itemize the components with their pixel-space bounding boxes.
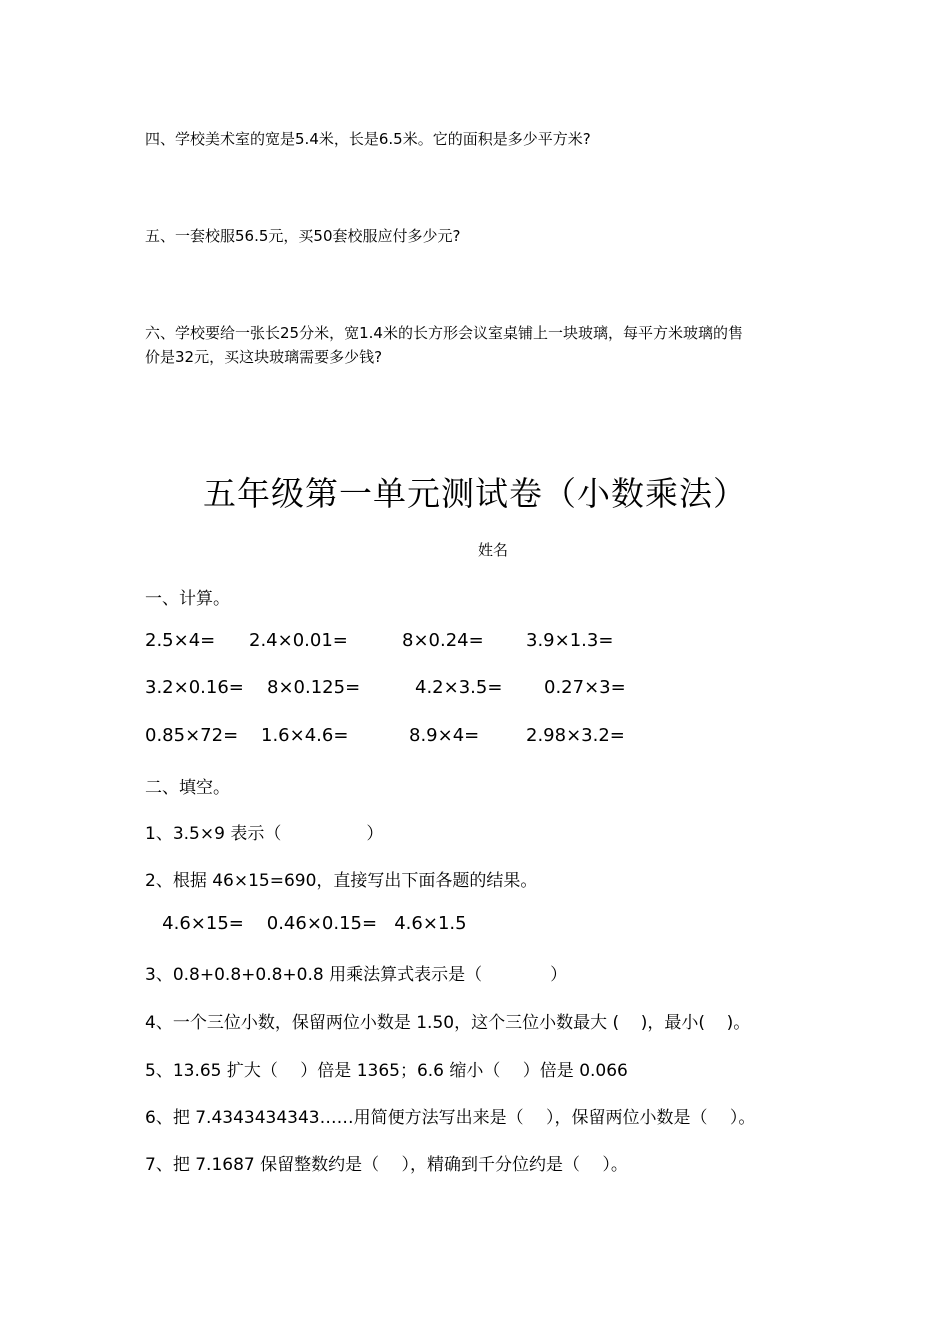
calc-item: 2.4×0.01= (249, 630, 348, 651)
fill-item-2-subs: 4.6×15= 0.46×0.15= 4.6×1.5 (145, 913, 467, 934)
section-1-heading: 一、计算。 (145, 589, 230, 609)
fill-item-4: 4、一个三位小数，保留两位小数是 1.50，这个三位小数最大 ( )，最小( )。 (145, 1013, 751, 1033)
calc-item: 2.5×4= (145, 630, 216, 651)
fill-item-5: 5、13.65 扩大（ ）倍是 1365；6.6 缩小（ ）倍是 0.066 (145, 1061, 628, 1081)
calc-item: 3.2×0.16= (145, 677, 244, 698)
fill-item-2: 2、根据 46×15=690，直接写出下面各题的结果。 (145, 871, 538, 891)
fill-item-7: 7、把 7.1687 保留整数约是（ ），精确到千分位约是（ ）。 (145, 1155, 628, 1175)
calc-item: 3.9×1.3= (526, 630, 614, 651)
problem-6-line1: 六、学校要给一张长25分米，宽1.4米的长方形会议室桌铺上一块玻璃，每平方米玻璃的售 (145, 324, 743, 342)
calc-item: 4.2×3.5= (415, 677, 503, 698)
calc-item: 2.98×3.2= (526, 725, 625, 746)
section-2-heading: 二、填空。 (145, 778, 230, 798)
test-title: 五年级第一单元测试卷（小数乘法） (203, 474, 747, 513)
fill-item-3: 3、0.8+0.8+0.8+0.8 用乘法算式表示是（ ） (145, 965, 568, 985)
name-label: 姓名 (477, 541, 508, 559)
calc-item: 8×0.125= (267, 677, 361, 698)
problem-5: 五、一套校服56.5元，买50套校服应付多少元? (145, 227, 461, 245)
calc-item: 1.6×4.6= (261, 725, 349, 746)
calc-item: 8.9×4= (409, 725, 480, 746)
calc-item: 0.85×72= (145, 725, 239, 746)
fill-item-1: 1、3.5×9 表示（ ） (145, 824, 384, 844)
problem-4: 四、学校美术室的宽是5.4米，长是6.5米。它的面积是多少平方米? (145, 130, 591, 148)
calc-item: 0.27×3= (544, 677, 626, 698)
problem-6-line2: 价是32元，买这块玻璃需要多少钱? (145, 348, 383, 366)
fill-item-6: 6、把 7.4343434343……用简便方法写出来是（ ），保留两位小数是（ ）。 (145, 1108, 756, 1128)
calc-item: 8×0.24= (402, 630, 484, 651)
